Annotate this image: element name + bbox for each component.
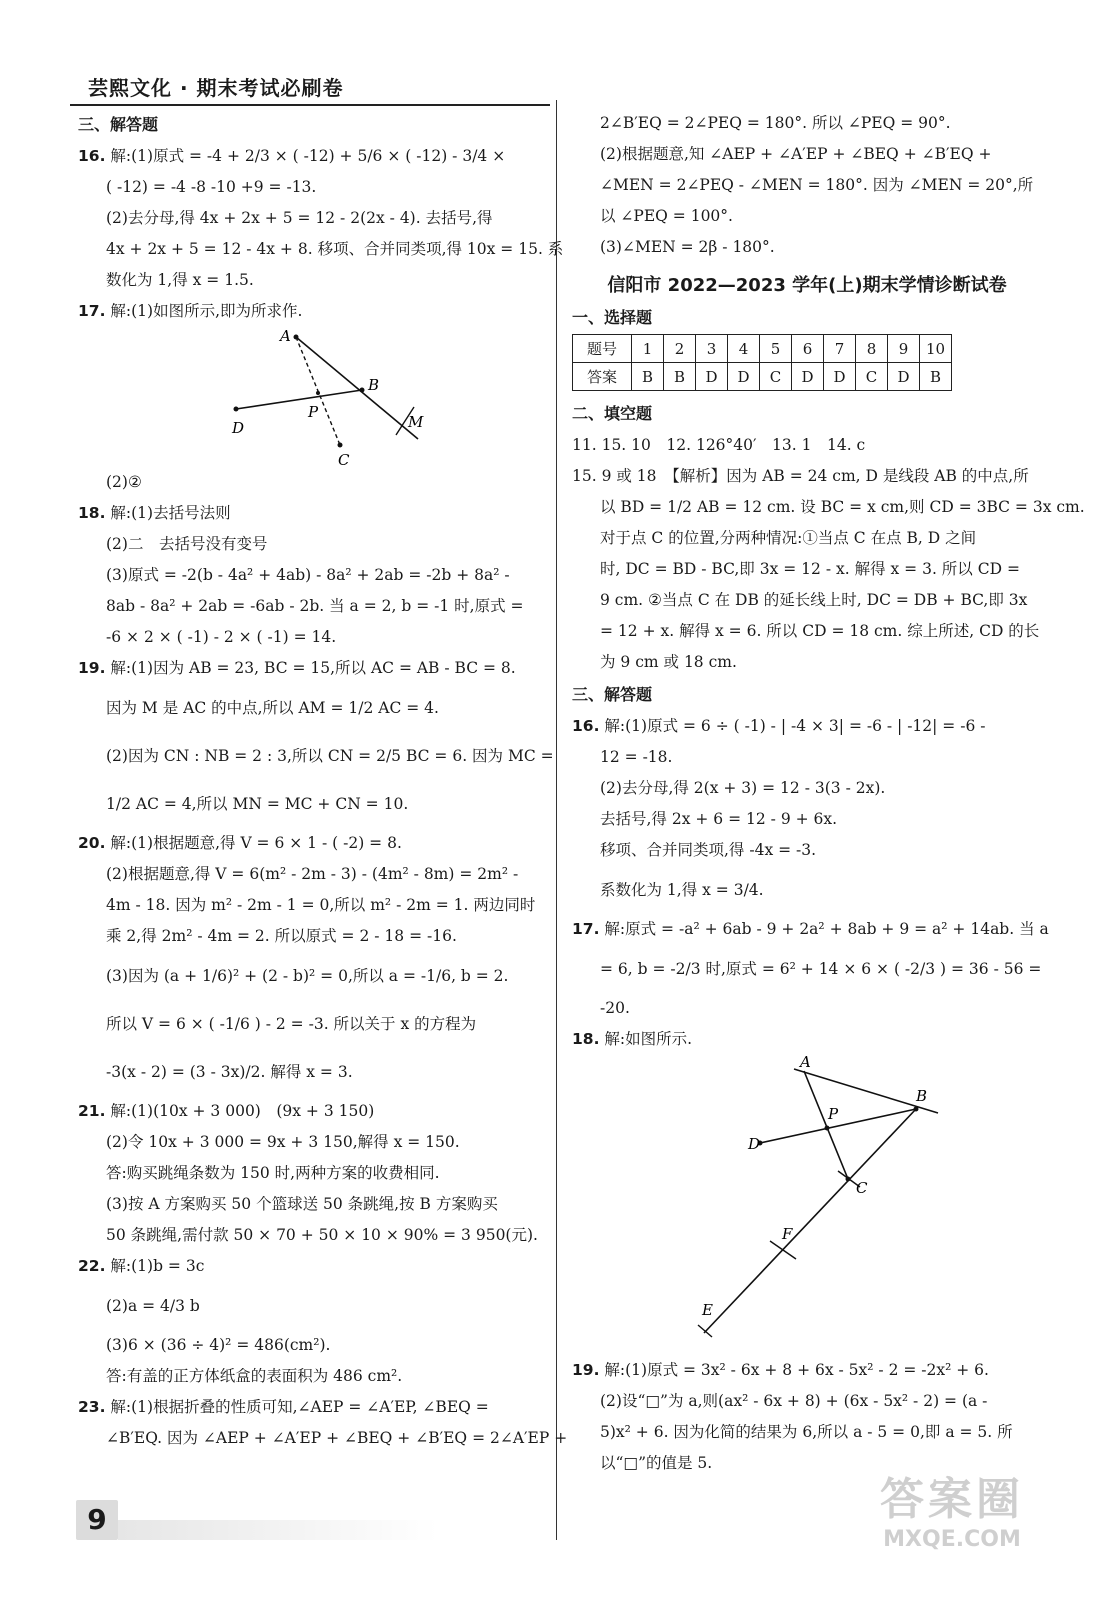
answer-table: [572, 334, 952, 391]
q19-line-3: (2)因为 CN : NB = 2 : 3,所以 CN = 2/5 BC = 6. 因为 MC =: [106, 747, 554, 765]
q21-line-1: [78, 1096, 548, 1127]
q20-line-4: 乘 2,得 2m² - 4m = 2. 所以原式 = 2 - 18 = -16.: [106, 927, 457, 945]
table-number-7: 7: [824, 335, 856, 363]
r-q19-line-4: 以“□”的值是 5.: [600, 1454, 713, 1472]
q17-point-p: [316, 391, 320, 395]
q15-line-7: 为 9 cm 或 18 cm.: [600, 653, 737, 671]
table-number-2: 2: [664, 335, 696, 363]
table-answer-4: D: [728, 363, 760, 391]
r-q18-point-p: [825, 1126, 830, 1131]
q23-cont-line-5: (3)∠MEN = 2β - 180°.: [600, 238, 775, 256]
table-answer-2: B: [664, 363, 696, 391]
r-q16-number: 16.: [572, 717, 600, 735]
watermark: [880, 1474, 1024, 1560]
q15-line-5: 9 cm. ②当点 C 在 DB 的延长线上时, DC = DB + BC,即 3x: [600, 591, 1028, 609]
r-q19-text-1: 解:(1)原式 = 3x² - 6x + 8 + 6x - 5x² - 2 = -2x² + 6.: [604, 1361, 989, 1379]
q17-label-d: D: [232, 419, 245, 437]
q20-line-7: -3(x - 2) = (3 - 3x)/2. 解得 x = 3.: [106, 1063, 353, 1081]
q19-line-1: [78, 653, 548, 684]
answer-table-row-answers: [573, 363, 952, 391]
q22-line-3: (3)6 × (36 ÷ 4)² = 486(cm²).: [106, 1336, 331, 1354]
r-q16-line-4: 去括号,得 2x + 6 = 12 - 9 + 6x.: [600, 810, 838, 828]
section-heading-fill: 二、填空题: [572, 404, 653, 423]
q18-text-1: 解:(1)去括号法则: [110, 504, 231, 522]
q17-point-b: [360, 388, 365, 393]
q17-point-d: [234, 407, 239, 412]
q19-number: 19.: [78, 659, 106, 677]
q19-line-2: 因为 M 是 AC 的中点,所以 AM = 1/2 AC = 4.: [106, 699, 439, 717]
q23-cont-line-1: 2∠B′EQ = 2∠PEQ = 180°. 所以 ∠PEQ = 90°.: [600, 114, 951, 132]
q23-line-2: ∠B′EQ. 因为 ∠AEP + ∠A′EP + ∠BEQ + ∠B′EQ = 2∠A′EP +: [106, 1429, 568, 1447]
r-q18-label-e: E: [702, 1301, 713, 1319]
table-answer-9: D: [888, 363, 920, 391]
table-answer-10: B: [920, 363, 952, 391]
r-q18-ray-be: [704, 1109, 916, 1333]
q21-line-5: 50 条跳绳,需付款 50 × 70 + 50 × 10 × 90% = 3 950(元).: [106, 1226, 538, 1244]
q17-segment-db: [236, 390, 362, 409]
q17-ray-am: [296, 337, 418, 439]
q15-line-4: 时, DC = BD - BC,即 3x = 12 - x. 解得 x = 3. 所以 CD =: [600, 560, 1020, 578]
q16-line-2: ( -12) = -4 -8 -10 +9 = -13.: [106, 178, 317, 196]
q17-label-m: M: [408, 413, 424, 431]
q19-line-4: 1/2 AC = 4,所以 MN = MC + CN = 10.: [106, 795, 409, 813]
q16-number: 16.: [78, 147, 106, 165]
q17-point-a: [294, 335, 299, 340]
watermark-top: 答案圈: [880, 1474, 1024, 1525]
q15-line-3: 对于点 C 的位置,分两种情况:①当点 C 在点 B, D 之间: [600, 529, 977, 547]
q17-text-1: 解:(1)如图所示,即为所求作.: [110, 302, 303, 320]
table-number-9: 9: [888, 335, 920, 363]
r-q16-line-5: 移项、合并同类项,得 -4x = -3.: [600, 841, 817, 859]
q21-text-1: 解:(1)(10x + 3 000) (9x + 3 150): [110, 1102, 375, 1120]
r-q19-line-3: 5)x² + 6. 因为化简的结果为 6,所以 a - 5 = 0,即 a = 5. 所: [600, 1423, 1013, 1441]
r-q18-label-b: B: [916, 1087, 928, 1105]
r-q16-line-3: (2)去分母,得 2(x + 3) = 12 - 3(3 - 2x).: [600, 779, 886, 797]
q22-line-4: 答:有盖的正方体纸盒的表面积为 486 cm².: [106, 1367, 403, 1385]
q23-cont-line-4: 以 ∠PEQ = 100°.: [600, 207, 733, 225]
r-q19-line-2: (2)设“□”为 a,则(ax² - 6x + 8) + (6x - 5x² - 2) = (a -: [600, 1392, 988, 1410]
q18-line-4: 8ab - 8a² + 2ab = -6ab - 2b. 当 a = 2, b = -1 时,原式 =: [106, 597, 524, 615]
q16-line-5: 数化为 1,得 x = 1.5.: [106, 271, 254, 289]
q15-line-2: 以 BD = 1/2 AB = 12 cm. 设 BC = x cm,则 CD = 3BC = 3x cm.: [600, 498, 1085, 516]
q18-number: 18.: [78, 504, 106, 522]
table-number-10: 10: [920, 335, 952, 363]
r-q18-label-d: D: [748, 1135, 761, 1153]
paper-title: 信阳市 2022—2023 学年(上)期末学情诊断试卷: [607, 275, 1007, 296]
section-heading-answers-2: 三、解答题: [572, 685, 653, 704]
table-answer-3: D: [696, 363, 728, 391]
fill-answers-11-14: 11. 15. 10 12. 126°40′ 13. 1 14. c: [572, 436, 866, 454]
q15-line-1: 15. 9 或 18 【解析】因为 AB = 24 cm, D 是线段 AB 的中点,所: [572, 467, 1029, 485]
q23-cont-line-3: ∠MEN = 2∠PEQ - ∠MEN = 180°. 因为 ∠MEN = 20°,所: [600, 176, 1034, 194]
table-number-1: 1: [632, 335, 664, 363]
r-q18-text-1: 解:如图所示.: [604, 1030, 693, 1048]
q17-label-p: P: [308, 403, 319, 421]
q22-number: 22.: [78, 1257, 106, 1275]
q16-text-1: 解:(1)原式 = -4 + 2/3 × ( -12) + 5/6 × ( -12) - 3/4 ×: [110, 147, 506, 165]
r-q16-line-2: 12 = -18.: [600, 748, 673, 766]
q20-line-2: (2)根据题意,得 V = 6(m² - 2m - 3) - (4m² - 8m) = 2m² -: [106, 865, 519, 883]
r-q18-line-1: [572, 1024, 1042, 1055]
page-number: 9: [76, 1500, 118, 1540]
q22-text-1: 解:(1)b = 3c: [110, 1257, 205, 1275]
table-answer-6: D: [792, 363, 824, 391]
q22-line-2: (2)a = 4/3 b: [106, 1297, 200, 1315]
r-q18-point-b: [914, 1107, 919, 1112]
r-q17-line-2: = 6, b = -2/3 时,原式 = 6² + 14 × 6 × ( -2/3 ) = 36 - 56 =: [600, 960, 1042, 978]
right-column: [572, 108, 1085, 1479]
q20-text-1: 解:(1)根据题意,得 V = 6 × 1 - ( -2) = 8.: [110, 834, 402, 852]
watermark-bottom: MXQE.COM: [883, 1527, 1021, 1552]
q17-label-a: A: [280, 327, 291, 345]
table-answer-5: C: [760, 363, 792, 391]
table-answer-1: B: [632, 363, 664, 391]
r-q16-line-6: 系数化为 1,得 x = 3/4.: [600, 881, 764, 899]
q23-text-1: 解:(1)根据折叠的性质可知,∠AEP = ∠A′EP, ∠BEQ =: [110, 1398, 489, 1416]
r-q18-number: 18.: [572, 1030, 600, 1048]
q21-line-3: 答:购买跳绳条数为 150 时,两种方案的收费相同.: [106, 1164, 440, 1182]
table-number-8: 8: [856, 335, 888, 363]
q17-number: 17.: [78, 302, 106, 320]
q19-text-1: 解:(1)因为 AB = 23, BC = 15,所以 AC = AB - BC = 8.: [110, 659, 516, 677]
table-head-answer: 答案: [573, 363, 632, 391]
r-q18-label-c: C: [856, 1179, 868, 1197]
q16-line-4: 4x + 2x + 5 = 12 - 4x + 8. 移项、合并同类项,得 10x = 15. 系: [106, 240, 564, 258]
table-head-number: 题号: [573, 335, 632, 363]
q21-line-2: (2)令 10x + 3 000 = 9x + 3 150,解得 x = 150.: [106, 1133, 460, 1151]
q20-line-1: [78, 828, 548, 859]
q16-line-1: [78, 141, 548, 172]
section-heading-answers: 三、解答题: [78, 115, 159, 134]
q16-line-3: (2)去分母,得 4x + 2x + 5 = 12 - 2(2x - 4). 去括号,得: [106, 209, 493, 227]
r-q18-point-c: [846, 1177, 851, 1182]
r-q18-arc-f: [770, 1241, 796, 1259]
q17-figure: [78, 327, 548, 467]
q22-line-1: [78, 1251, 548, 1282]
left-column: [78, 108, 568, 1454]
q23-line-1: [78, 1392, 548, 1423]
r-q17-line-3: -20.: [600, 999, 630, 1017]
q15-line-6: = 12 + x. 解得 x = 6. 所以 CD = 18 cm. 综上所述, CD 的长: [600, 622, 1040, 640]
r-q18-figure: [572, 1055, 1042, 1355]
q20-line-5: (3)因为 (a + 1/6)² + (2 - b)² = 0,所以 a = -1/6, b = 2.: [106, 967, 509, 985]
r-q19-line-1: [572, 1355, 1042, 1386]
r-q19-number: 19.: [572, 1361, 600, 1379]
section-heading-choice: 一、选择题: [572, 308, 653, 327]
q20-line-6: 所以 V = 6 × ( -1/6 ) - 2 = -3. 所以关于 x 的方程为: [106, 1015, 477, 1033]
q21-line-4: (3)按 A 方案购买 50 个篮球送 50 条跳绳,按 B 方案购买: [106, 1195, 498, 1213]
page-number-band: [118, 1520, 438, 1540]
q18-line-1: [78, 498, 548, 529]
q17-label-c: C: [338, 451, 350, 467]
r-q18-label-p: P: [828, 1105, 839, 1123]
answer-table-row-numbers: [573, 335, 952, 363]
q17-label-b: B: [368, 376, 380, 394]
table-answer-8: C: [856, 363, 888, 391]
table-number-3: 3: [696, 335, 728, 363]
header-rule: [70, 104, 550, 106]
page-header-title: 芸熙文化 · 期末考试必刷卷: [88, 76, 344, 100]
q21-number: 21.: [78, 1102, 106, 1120]
column-divider: [556, 100, 557, 1540]
q17-point-c: [338, 443, 343, 448]
q18-line-2: (2)二 去括号没有变号: [106, 535, 268, 553]
table-number-5: 5: [760, 335, 792, 363]
r-q16-line-1: [572, 711, 1042, 742]
q18-line-5: -6 × 2 × ( -1) - 2 × ( -1) = 14.: [106, 628, 337, 646]
r-q17-text-1: 解:原式 = -a² + 6ab - 9 + 2a² + 8ab + 9 = a² + 14ab. 当 a: [604, 920, 1049, 938]
q17-line-2: (2)②: [106, 473, 142, 491]
q23-cont-line-2: (2)根据题意,知 ∠AEP + ∠A′EP + ∠BEQ + ∠B′EQ +: [600, 145, 992, 163]
r-q17-number: 17.: [572, 920, 600, 938]
table-answer-7: D: [824, 363, 856, 391]
r-q18-label-a: A: [800, 1055, 811, 1071]
table-number-6: 6: [792, 335, 824, 363]
table-number-4: 4: [728, 335, 760, 363]
r-q17-line-1: [572, 914, 1049, 945]
r-q18-label-f: F: [782, 1225, 793, 1243]
q23-number: 23.: [78, 1398, 106, 1416]
q20-number: 20.: [78, 834, 106, 852]
q17-line-1: [78, 296, 548, 327]
q20-line-3: 4m - 18. 因为 m² - 2m - 1 = 0,所以 m² - 2m = 1. 两边同时: [106, 896, 536, 914]
q18-line-3: (3)原式 = -2(b - 4a² + 4ab) - 8a² + 2ab = -2b + 8a² -: [106, 566, 510, 584]
r-q16-text-1: 解:(1)原式 = 6 ÷ ( -1) - | -4 × 3| = -6 - | -12| = -6 -: [604, 717, 986, 735]
